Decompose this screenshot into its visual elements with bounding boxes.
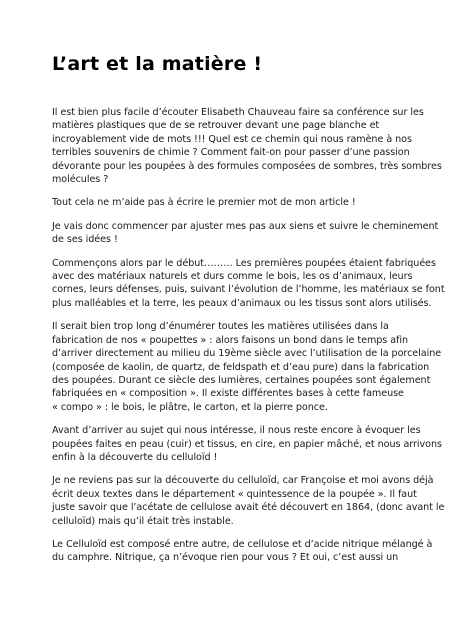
paragraph-line: fabrication de nos « poupettes » : alors faisons un bond dans le temps afin [52,334,409,346]
paragraph-line: molécules ? [52,174,109,186]
paragraph-line: matières plastiques que de se retrouver devant une page blanche et [52,120,380,132]
paragraph-line: « compo » : le bois, le plâtre, le carton, et la pierre ponce. [52,401,328,413]
article-paragraph [52,257,445,311]
paragraph-line: Je ne reviens pas sur la découverte du celluloïd, car Françoise et moi avons déjà [52,475,434,487]
article-body [52,106,445,575]
paragraph-line: incroyablement vide de mots !!! Quel est ce chemin qui nous ramène à nos [52,133,412,145]
paragraph-line: enfin à la découverte du celluloïd ! [52,451,218,463]
paragraph-line: Il serait bien trop long d’énumérer toutes les matières utilisées dans la [52,321,389,333]
paragraph-line: du camphre. Nitrique, ça n’évoque rien pour vous ? Et oui, c’est aussi un [52,552,399,564]
article-paragraph [52,106,442,186]
article-paragraph [52,220,439,247]
paragraph-line: Il est bien plus facile d’écouter Elisabeth Chauveau faire sa conférence sur les [52,107,424,118]
paragraph-line: (composée de kaolin, de quartz, de feldspath et d’eau pure) dans la fabrication [52,361,430,373]
paragraph-line: Avant d’arriver au sujet qui nous intéresse, il nous reste encore à évoquer les [52,425,421,437]
paragraph-line: Le Celluloïd est composé entre autre, de cellulose et d’acide nitrique mélangé à [52,538,433,550]
paragraph-line: dévorante pour les poupées à des formules composées de sombres, très sombres [52,160,442,172]
paragraph-line: avec des matériaux naturels et durs comme le bois, les os d’animaux, leurs [52,271,413,283]
paragraph-line: celluloïd) mais qu’il était très instable. [52,515,234,527]
article-paragraph [52,196,424,209]
paragraph-line: cornes, leurs défenses, puis, suivant l’évolution de l’homme, les matériaux se font [52,284,445,296]
paragraph-line: d’arriver directement au milieu du 19ème siècle avec l’utilisation de la porcelaine [52,348,442,360]
article-paragraph [52,424,442,464]
paragraph-line: plus malléables et la terre, les peaux d’animaux ou les tissus sont alors utilisés. [52,297,432,309]
paragraph-line: juste savoir que l’acétate de cellulose avait été découvert en 1864, (donc avant le [52,502,445,514]
article-paragraph [52,538,433,565]
paragraph-line: Tout cela ne m’aide pas à écrire le premier mot de mon article ! [52,197,356,209]
paragraph-line: Je vais donc commencer par ajuster mes pas aux siens et suivre le cheminement [52,220,439,232]
paragraph-line: des poupées. Durant ce siècle des lumières, certaines poupées sont également [52,374,431,386]
paragraph-line: poupées faites en peau (cuir) et tissus, en cire, en papier mâché, et nous arrivons [52,438,442,450]
paragraph-line: fabriquées en « composition ». Il existe différentes bases à cette fameuse [52,388,404,400]
article-paragraph [52,320,442,414]
paragraph-line: Commençons alors par le début……… Les premières poupées étaient fabriquées [52,257,436,269]
article-title: L’art et la matière ! [52,53,263,75]
paragraph-line: terribles souvenirs de chimie ? Comment fait-on pour passer d’une passion [52,147,410,159]
article-paragraph [52,474,445,528]
paragraph-line: de ses idées ! [52,234,118,246]
paragraph-line: écrit deux textes dans le département « quintessence de la poupée ». Il faut [52,488,417,500]
